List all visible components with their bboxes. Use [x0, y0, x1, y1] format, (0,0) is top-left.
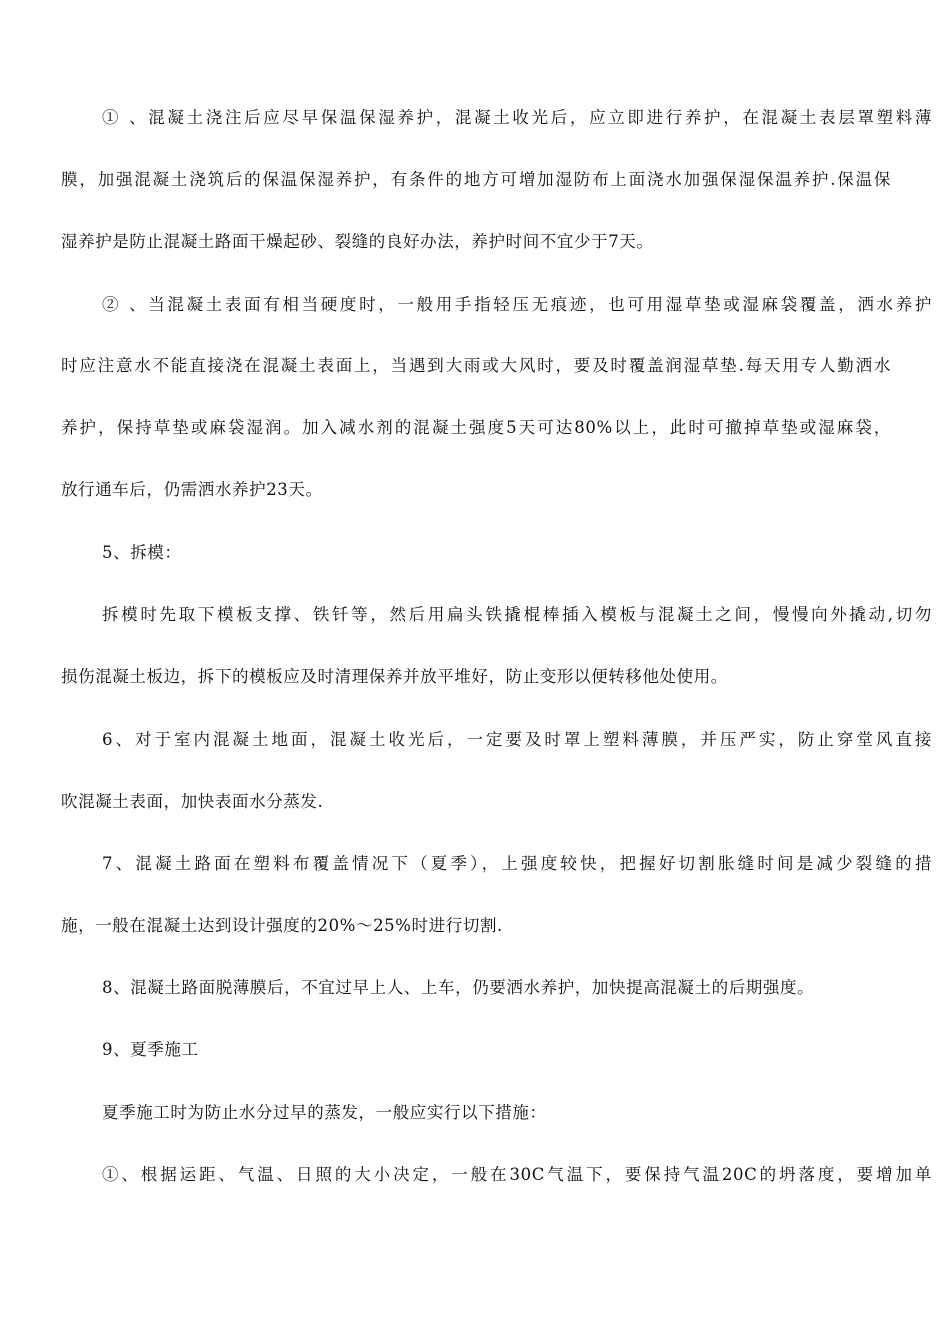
paragraph-1-line-3: 湿养护是防止混凝土路面干燥起砂、裂缝的良好办法，养护时间不宜少于7天。: [61, 232, 654, 251]
paragraph-4-line-2: 吹混凝土表面，加快表面水分蒸发.: [61, 792, 324, 811]
paragraph-1-line-2: 膜，加强混凝土浇筑后的保温保湿养护，有条件的地方可增加湿防布上面浇水加强保湿保温养护.保温保: [61, 170, 891, 189]
paragraph-4-line-1: 6、对于室内混凝土地面，混凝土收光后，一定要及时罩上塑料薄膜，并压严实，防止穿堂风直接: [102, 730, 932, 749]
paragraph-5-line-2: 施，一般在混凝土达到设计强度的20%〜25%时进行切割.: [61, 916, 503, 935]
paragraph-5-line-1: 7、混凝土路面在塑料布覆盖情况下（夏季），上强度较快，把握好切割胀缝时间是减少裂缝的措: [102, 854, 932, 873]
paragraph-2-line-4: 放行通车后，仍需洒水养护23天。: [61, 480, 323, 499]
paragraph-1-line-1: ① 、混凝土浇注后应尽早保温保湿养护，混凝土收光后，应立即进行养护，在混凝土表层罩塑料薄: [102, 108, 932, 127]
paragraph-2-line-3: 养护，保持草垫或麻袋湿润。加入减水剂的混凝土强度5天可达80%以上，此时可撤掉草垫或湿麻袋，: [61, 418, 891, 437]
paragraph-2-line-2: 时应注意水不能直接浇在混凝土表面上，当遇到大雨或大风时，要及时覆盖润湿草垫.每天用专人勤洒水: [61, 356, 891, 375]
section-heading-5: 5、拆模：: [102, 543, 182, 562]
paragraph-3-line-2: 损伤混凝土板边，拆下的模板应及时清理保养并放平堆好，防止变形以便转移他处使用。: [61, 667, 728, 686]
section-heading-9: 9、夏季施工: [102, 1040, 199, 1059]
paragraph-2-line-1: ② 、当混凝土表面有相当硬度时，一般用手指轻压无痕迹，也可用湿草垫或湿麻袋覆盖，洒水养护: [102, 295, 932, 314]
paragraph-6: 8、混凝土路面脱薄膜后，不宜过早上人、上车，仍要洒水养护，加快提高混凝土的后期强度。: [102, 978, 815, 997]
paragraph-8-line-1: ①、根据运距、气温、日照的大小决定，一般在30C气温下，要保持气温20C的坍落度，要增加单: [102, 1165, 932, 1184]
paragraph-7: 夏季施工时为防止水分过早的蒸发，一般应实行以下措施：: [102, 1103, 547, 1122]
paragraph-3-line-1: 拆模时先取下模板支撑、铁钎等，然后用扁头铁撬棍棒插入模板与混凝土之间，慢慢向外撬动,切勿: [102, 605, 932, 624]
